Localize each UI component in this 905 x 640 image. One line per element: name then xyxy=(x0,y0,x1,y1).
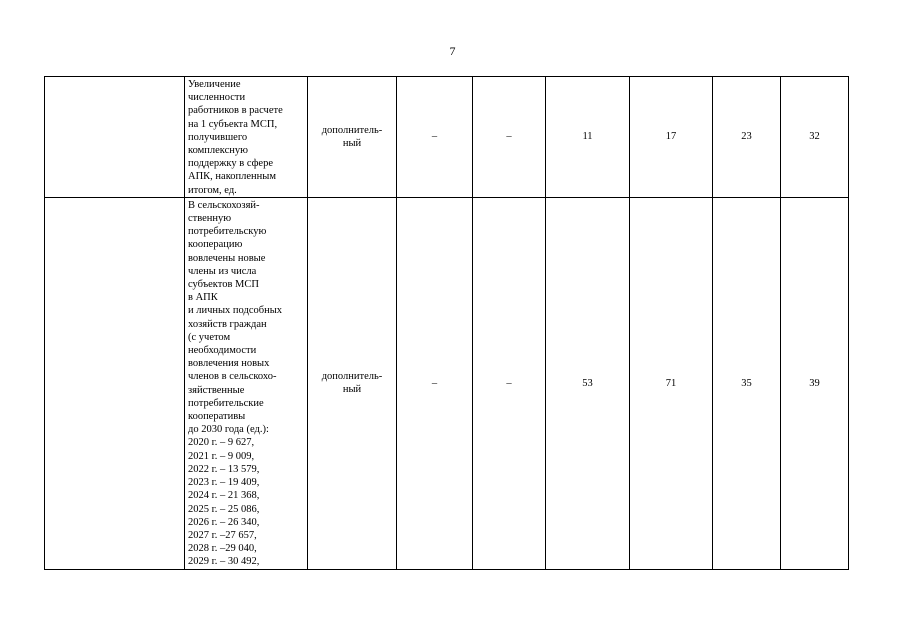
indicator-text-line: 2024 г. – 21 368, xyxy=(188,490,260,502)
indicator-text-line: комплексную xyxy=(188,145,248,157)
indicator-text-line: в АПК xyxy=(188,292,218,304)
indicator-text-line: 2021 г. – 9 009, xyxy=(188,450,255,462)
indicator-type-line: дополнитель- xyxy=(321,124,383,136)
page-number: 7 xyxy=(449,44,456,58)
table-row xyxy=(45,77,849,198)
indicator-text-line: вовлечения новых xyxy=(188,358,270,370)
value-cell: 23 xyxy=(713,77,781,198)
indicator-text-line: потребительские xyxy=(188,397,264,409)
indicator-text-line: и личных подсобных xyxy=(188,305,283,317)
value-cell: 32 xyxy=(781,77,849,198)
value-cell: – xyxy=(473,77,546,198)
indicator-text-line: (с учетом xyxy=(188,331,231,343)
indicator-text-line: численности xyxy=(188,92,246,104)
indicator-text-line: 2027 г. –27 657, xyxy=(188,529,257,541)
value-cell: – xyxy=(473,197,546,569)
value-cell: – xyxy=(397,197,473,569)
indicator-text-line: потребительскую xyxy=(188,226,267,238)
indicator-text-line: АПК, накопленным xyxy=(188,171,276,183)
indicator-text-line: кооперативы xyxy=(188,411,246,423)
indicator-text-line: на 1 субъекта МСП, xyxy=(188,118,278,130)
indicator-text-line: итогом, ед. xyxy=(188,184,237,196)
blank-cell xyxy=(45,197,185,569)
value-cell: 17 xyxy=(630,77,713,198)
indicator-text-line: члены из числа xyxy=(188,265,257,277)
indicator-type-cell xyxy=(308,197,397,569)
indicator-text-line: зяйственные xyxy=(188,384,245,396)
indicator-text-line: вовлечены новые xyxy=(188,252,266,264)
indicator-cell xyxy=(185,197,308,569)
indicator-text-line: работников в расчете xyxy=(188,105,283,117)
indicator-text-line: поддержку в сфере xyxy=(188,158,273,170)
indicator-cell xyxy=(185,77,308,198)
indicator-text-line: хозяйств граждан xyxy=(188,318,267,330)
indicator-text-line: 2023 г. – 19 409, xyxy=(188,477,260,489)
indicator-text-line: 2025 г. – 25 086, xyxy=(188,503,260,515)
indicator-text-line: 2028 г. –29 040, xyxy=(188,543,257,555)
indicator-type-line: дополнитель- xyxy=(321,370,383,382)
value-cell: 71 xyxy=(630,197,713,569)
indicator-text-line: 2026 г. – 26 340, xyxy=(188,516,260,528)
value-cell: 39 xyxy=(781,197,849,569)
indicator-text-line: получившего xyxy=(188,131,248,143)
table-row xyxy=(45,197,849,569)
indicator-text-line: В сельскохозяй- xyxy=(188,199,260,211)
indicator-text-line: ственную xyxy=(188,213,232,225)
indicator-text-line: до 2030 года (ед.): xyxy=(188,424,269,436)
table-body xyxy=(45,77,849,570)
indicator-text-line: членов в сельскохо- xyxy=(188,371,277,383)
indicator-text-line: 2022 г. – 13 579, xyxy=(188,463,260,475)
indicator-text-line: необходимости xyxy=(188,345,257,357)
value-cell: 53 xyxy=(546,197,630,569)
indicator-type-line: ный xyxy=(342,384,362,396)
blank-cell xyxy=(45,77,185,198)
indicator-text-line: кооперацию xyxy=(188,239,243,251)
indicator-type-line: ный xyxy=(342,137,362,149)
indicator-text-line: 2029 г. – 30 492, xyxy=(188,556,260,568)
value-cell: 11 xyxy=(546,77,630,198)
indicator-text-line: 2020 г. – 9 627, xyxy=(188,437,255,449)
indicator-type-cell xyxy=(308,77,397,198)
value-cell: 35 xyxy=(713,197,781,569)
indicator-text-line: Увеличение xyxy=(188,79,241,90)
indicator-text-line: субъектов МСП xyxy=(188,279,259,291)
value-cell: – xyxy=(397,77,473,198)
indicators-table xyxy=(44,76,849,570)
